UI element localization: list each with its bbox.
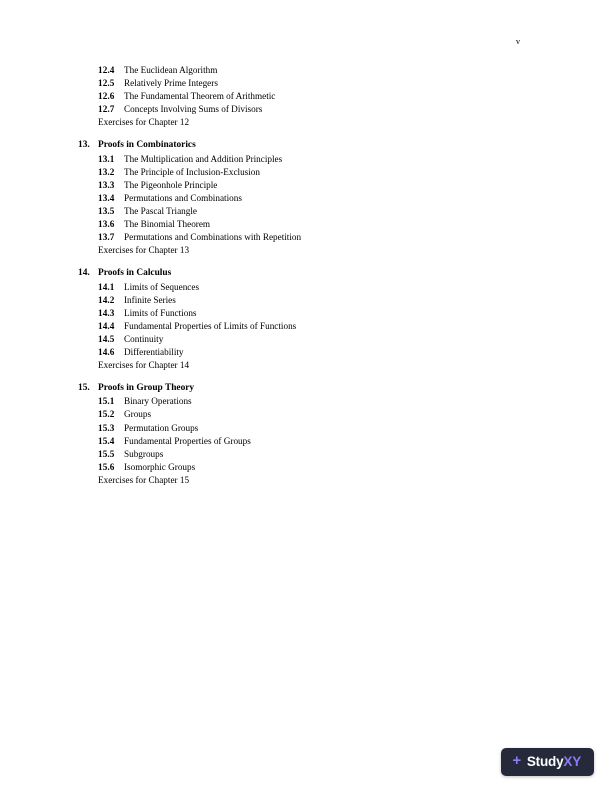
- toc-subentry-number: 13.4: [98, 192, 115, 203]
- toc-subentry-number: 13.3: [98, 179, 115, 190]
- toc-subentry-number: 14.3: [98, 307, 115, 318]
- toc-subentry[interactable]: [78, 461, 518, 474]
- toc-subentry-title: Binary Operations: [124, 396, 192, 407]
- toc-chapter-title: Proofs in Combinatorics: [98, 140, 196, 151]
- toc-subentry[interactable]: [78, 333, 518, 346]
- toc-subentry-number: 15.6: [98, 461, 115, 472]
- plus-icon: +: [512, 752, 521, 769]
- toc-subentry-number: 12.7: [98, 104, 115, 115]
- toc-subentry[interactable]: [78, 346, 518, 359]
- toc-subentry[interactable]: [78, 205, 518, 218]
- watermark-name: Study: [526, 754, 564, 769]
- toc-subentry[interactable]: [78, 64, 518, 77]
- toc-subentry-number: 15.1: [98, 396, 115, 407]
- toc-exercises-entry[interactable]: Exercises for Chapter 14: [98, 359, 190, 370]
- studyxy-watermark[interactable]: [501, 748, 594, 776]
- toc-chapter-number: 13.: [78, 140, 90, 151]
- toc-subentry-title: Fundamental Properties of Groups: [124, 435, 251, 446]
- toc-subentry-number: 12.4: [98, 65, 115, 75]
- toc-subentry[interactable]: [78, 448, 518, 461]
- toc-subentry[interactable]: [78, 166, 518, 179]
- toc-subentry-title: Permutations and Combinations with Repetition: [124, 232, 302, 243]
- toc-continued-section: [78, 64, 518, 129]
- toc-subentry[interactable]: [78, 435, 518, 448]
- page-number-value: v: [515, 36, 521, 46]
- toc-chapter-heading[interactable]: [78, 139, 518, 153]
- toc-subentry[interactable]: [78, 395, 518, 408]
- toc-subentry[interactable]: [78, 192, 518, 205]
- toc-subentry-number: 13.2: [98, 166, 115, 177]
- toc-subentry-title: Continuity: [124, 333, 164, 344]
- toc-subentry-title: The Fundamental Theorem of Arithmetic: [124, 91, 276, 102]
- toc-subentry-title: Subgroups: [124, 448, 164, 459]
- toc-exercises-entry[interactable]: Exercises for Chapter 15: [98, 474, 190, 485]
- toc-subentry[interactable]: [78, 179, 518, 192]
- toc-subentry-title: The Pigeonhole Principle: [124, 179, 218, 190]
- toc-subentry-number: 13.1: [98, 153, 115, 164]
- toc-chapter-block: [78, 267, 518, 372]
- toc-subentry-title: The Binomial Theorem: [124, 218, 211, 229]
- toc-subentry-number: 13.7: [98, 232, 115, 243]
- toc-chapter-block: [78, 382, 518, 487]
- toc-subentry-title: Relatively Prime Integers: [124, 78, 218, 89]
- toc-subentry[interactable]: [78, 281, 518, 294]
- toc-subentry-title: Fundamental Properties of Limits of Functions: [124, 320, 297, 331]
- toc-subentry-title: The Principle of Inclusion-Exclusion: [124, 166, 260, 177]
- toc-exercises-entry[interactable]: Exercises for Chapter 12: [98, 117, 190, 128]
- toc-subentry-number: 14.5: [98, 333, 115, 344]
- toc-subentry-number: 13.5: [98, 205, 115, 216]
- toc-chapter-number: 14.: [78, 268, 90, 279]
- toc-subentry-number: 14.2: [98, 294, 115, 305]
- toc-chapter-block: [78, 139, 518, 257]
- toc-subentry[interactable]: [78, 422, 518, 435]
- toc-chapter-title: Proofs in Calculus: [98, 268, 172, 279]
- toc-subentry[interactable]: [78, 294, 518, 307]
- toc-subentry-title: Limits of Sequences: [124, 281, 200, 292]
- toc-subentry-number: 15.4: [98, 435, 115, 446]
- toc-subentry-number: 12.6: [98, 91, 115, 102]
- toc-subentry-number: 14.1: [98, 281, 115, 292]
- toc-exercises-entry[interactable]: Exercises for Chapter 13: [98, 245, 190, 256]
- toc-subentry[interactable]: [78, 218, 518, 231]
- toc-subentry-number: 12.5: [98, 78, 115, 89]
- toc-subentry[interactable]: [78, 307, 518, 320]
- toc-subentry-title: Permutations and Combinations: [124, 192, 242, 203]
- toc-subentry-number: 13.6: [98, 218, 115, 229]
- toc-subentry[interactable]: [78, 408, 518, 421]
- page-number: [0, 36, 612, 46]
- toc-subentry[interactable]: [78, 153, 518, 166]
- toc-chapter-heading[interactable]: [78, 267, 518, 281]
- toc-subentry[interactable]: [78, 90, 518, 103]
- toc-subentry-title: Limits of Functions: [124, 307, 197, 318]
- toc-subentry-title: Differentiability: [124, 346, 184, 357]
- toc-subentry-title: Concepts Involving Sums of Divisors: [124, 104, 263, 115]
- toc-chapter-number: 15.: [78, 382, 90, 393]
- toc-subentry[interactable]: [78, 77, 518, 90]
- watermark-label: [527, 754, 581, 769]
- toc-subentry-title: Permutation Groups: [124, 422, 199, 433]
- toc-subentry-number: 14.4: [98, 320, 115, 331]
- toc-subentry-number: 15.2: [98, 409, 115, 420]
- toc-subentry-title: Infinite Series: [124, 294, 176, 305]
- toc-chapter-title: Proofs in Group Theory: [98, 382, 195, 393]
- toc-subentry[interactable]: [78, 103, 518, 116]
- table-of-contents: [78, 64, 518, 487]
- toc-subentry-number: 15.3: [98, 422, 115, 433]
- toc-chapter-heading[interactable]: [78, 382, 518, 396]
- toc-subentry-title: The Euclidean Algorithm: [124, 65, 218, 75]
- toc-subentry-title: Groups: [124, 409, 152, 420]
- toc-subentry-number: 15.5: [98, 448, 115, 459]
- toc-subentry-number: 14.6: [98, 346, 115, 357]
- toc-subentry-title: Isomorphic Groups: [124, 461, 196, 472]
- toc-subentry[interactable]: [78, 231, 518, 244]
- toc-subentry-title: The Pascal Triangle: [124, 205, 197, 216]
- toc-subentry-title: The Multiplication and Addition Principles: [124, 153, 283, 164]
- toc-subentry[interactable]: [78, 320, 518, 333]
- watermark-suffix: XY: [563, 754, 581, 769]
